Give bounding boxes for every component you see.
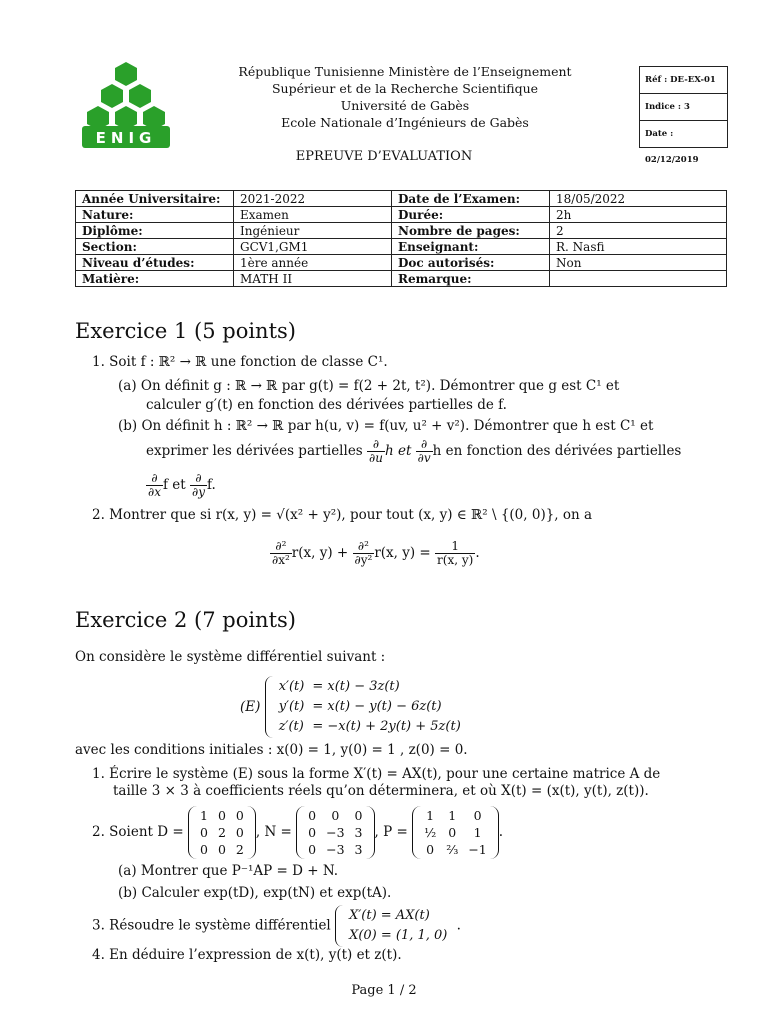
- ex1-q1a-line2: calculer g′(t) en fonction des dérivées partielles de f.: [146, 397, 507, 413]
- denominator: ∂u: [369, 451, 383, 465]
- text-fragment: 3. Résoudre le système différentiel: [92, 917, 331, 934]
- info-value: 18/05/2022: [550, 191, 727, 207]
- text-fragment: .: [498, 824, 504, 840]
- differential-system: [240, 676, 466, 738]
- text-fragment: r(x, y) +: [291, 545, 349, 561]
- ref-line: Réf : DE-EX-01: [640, 67, 727, 94]
- system-brace: [265, 676, 466, 738]
- initial-conditions: avec les conditions initiales : x(0) = 1, y(0) = 1 , z(0) = 0.: [75, 742, 468, 758]
- ex1-q1a-line1: (a) On définit g : ℝ → ℝ par g(t) = f(2 + 2t, t²). Démontrer que g est C¹ et: [118, 378, 620, 394]
- matrix-cell: 0: [308, 808, 317, 823]
- info-label: Remarque:: [392, 271, 550, 287]
- text-fragment: h et: [384, 443, 412, 459]
- ex2-q1-line2: taille 3 × 3 à coefficients réels qu’on déterminera, et où X(t) = (x(t), y(t), z(t)).: [113, 783, 649, 799]
- text-fragment: .: [456, 917, 461, 934]
- denominator: ∂x²: [272, 553, 290, 567]
- partial-y-fraction: [190, 472, 207, 499]
- matrix-cell: −1: [468, 842, 487, 857]
- matrix-cell: 0: [235, 808, 244, 823]
- info-label: Durée:: [392, 207, 550, 223]
- table-row: [76, 223, 727, 239]
- institution-line: Ecole Nationale d’Ingénieurs de Gabès: [281, 115, 529, 130]
- matrix-cell: 0: [200, 825, 208, 840]
- numerator: ∂²: [353, 540, 375, 554]
- table-row: [76, 239, 727, 255]
- numerator: ∂: [367, 438, 385, 452]
- table-row: [76, 255, 727, 271]
- info-label: Nombre de pages:: [392, 223, 550, 239]
- table-row: [276, 698, 464, 716]
- equation: X′(t) = AX(t): [349, 908, 430, 923]
- institution-line: République Tunisienne Ministère de l’Enseignement: [238, 64, 572, 79]
- ex2-q1-line1: 1. Écrire le système (E) sous la forme X′(t) = AX(t), pour une certaine matrice A de: [92, 766, 661, 782]
- matrix-cell: 0: [200, 842, 208, 857]
- info-value: MATH II: [234, 271, 392, 287]
- matrix-cell: 1: [426, 808, 435, 823]
- second-partial-y: [353, 540, 375, 567]
- info-value: 2021-2022: [234, 191, 392, 207]
- text-fragment: , P =: [374, 824, 408, 840]
- info-label: Matière:: [76, 271, 234, 287]
- info-value: Examen: [234, 207, 392, 223]
- numerator: ∂²: [270, 540, 292, 554]
- cauchy-table: [344, 905, 452, 947]
- ex1-q1b-line3: [146, 468, 216, 502]
- info-value: GCV1,GM1: [234, 239, 392, 255]
- ex2-q4: 4. En déduire l’expression de x(t), y(t) et z(t).: [92, 947, 402, 963]
- text-fragment: f et: [162, 477, 186, 493]
- numerator: 1: [435, 540, 475, 554]
- matrix-P: [412, 806, 499, 859]
- ex2-q3: [92, 905, 461, 947]
- matrix-cell: ½: [424, 825, 437, 840]
- date-line: Date : 02/12/2019: [645, 129, 699, 165]
- info-label: Niveau d’études:: [76, 255, 234, 271]
- matrix-cell: 0: [235, 825, 244, 840]
- rhs: = x(t) − y(t) − 6z(t): [312, 699, 442, 714]
- info-value: 1ère année: [234, 255, 392, 271]
- matrix-cell: 2: [235, 842, 244, 857]
- matrix-cell: 0: [331, 808, 340, 823]
- info-value: R. Nasfi: [550, 239, 727, 255]
- institution-line: Supérieur et de la Recherche Scientifique: [271, 81, 539, 96]
- ex2-q2b: (b) Calculer exp(tD), exp(tN) et exp(tA).: [118, 885, 392, 901]
- institution-line: Université de Gabès: [340, 98, 470, 113]
- second-partial-x: [270, 540, 292, 567]
- enig-logo: [80, 60, 172, 150]
- denominator: r(x, y): [437, 553, 474, 567]
- text-fragment: exprimer les dérivées partielles: [146, 443, 363, 459]
- ex2-q2-matrices: [92, 804, 503, 860]
- matrix-cell: 1: [448, 808, 457, 823]
- denominator: ∂v: [417, 451, 431, 465]
- matrix-cell: 0: [354, 808, 363, 823]
- denominator: ∂x: [148, 485, 161, 499]
- info-label: Diplôme:: [76, 223, 234, 239]
- partial-v-fraction: [416, 438, 433, 465]
- document-title: EPREUVE D’EVALUATION: [295, 149, 473, 164]
- matrix-D: [188, 806, 256, 859]
- matrix-cell: 3: [354, 825, 363, 840]
- info-value: 2: [550, 223, 727, 239]
- info-label: Nature:: [76, 207, 234, 223]
- page-number: Page 1 / 2: [351, 983, 417, 998]
- table-row: [346, 907, 450, 925]
- matrix-cell: 2: [217, 825, 226, 840]
- info-label: Enseignant:: [392, 239, 550, 255]
- rhs: = −x(t) + 2y(t) + 5z(t): [312, 719, 461, 734]
- table-row: [76, 191, 727, 207]
- lhs: x′(t): [278, 679, 305, 694]
- table-row: [346, 927, 450, 945]
- ex1-q1b-line1: (b) On définit h : ℝ² → ℝ par h(u, v) = f(uv, u² + v²). Démontrer que h est C¹ et: [118, 418, 654, 434]
- reference-box: [639, 66, 728, 165]
- text-fragment: f.: [206, 477, 216, 493]
- exercise-1-title: Exercice 1 (5 points): [75, 319, 296, 343]
- logo-text: ENIG: [95, 129, 157, 147]
- text-fragment: , N =: [255, 824, 292, 840]
- matrix-cell: 0: [448, 825, 457, 840]
- info-label: Doc autorisés:: [392, 255, 550, 271]
- exam-info-table: [75, 190, 727, 287]
- system-label: (E): [240, 699, 261, 715]
- text-fragment: r(x, y) =: [374, 545, 431, 561]
- matrix-cell: 0: [473, 808, 482, 823]
- text-fragment: h en fonction des dérivées partielles: [432, 443, 682, 459]
- partial-x-fraction: [146, 472, 163, 499]
- matrix-cell: 0: [426, 842, 435, 857]
- institution-header: [190, 63, 620, 131]
- matrix-cell: −3: [326, 825, 345, 840]
- denominator: ∂y²: [354, 553, 373, 567]
- ex2-intro: On considère le système différentiel suivant :: [75, 649, 386, 665]
- partial-u-fraction: [367, 438, 385, 465]
- lhs: y′(t): [278, 699, 305, 714]
- cauchy-problem-brace: [335, 905, 452, 947]
- matrix-cell: 1: [473, 825, 482, 840]
- info-value: Non: [550, 255, 727, 271]
- table-row: [276, 678, 464, 696]
- info-label: Date de l’Examen:: [392, 191, 550, 207]
- ex1-q1b-line2: [146, 434, 681, 468]
- info-value: Ingénieur: [234, 223, 392, 239]
- matrix-N: [296, 806, 374, 859]
- matrix-cell: 0: [308, 825, 317, 840]
- reciprocal-r: [435, 540, 475, 567]
- index-line: Indice : 3: [640, 94, 727, 121]
- matrix-cell: 0: [217, 842, 226, 857]
- equation: X(0) = (1, 1, 0): [349, 928, 448, 943]
- numerator: ∂: [416, 438, 433, 452]
- matrix-cell: −3: [326, 842, 345, 857]
- matrix-cell: ⅔: [446, 842, 459, 857]
- table-row: [76, 207, 727, 223]
- rhs: = x(t) − 3z(t): [312, 679, 400, 694]
- system-table: [274, 676, 466, 738]
- laplacian-equation: $\frac{\text{∂²}}{\text{∂x²}}$ r(x, y) + $\frac{\text{∂²}}{\text{∂y²}}$ r(x, y) = $\frac{1}{r(x, y)}$ .: [272, 539, 480, 567]
- exercise-2-title: Exercice 2 (7 points): [75, 608, 296, 632]
- table-row: [276, 718, 464, 736]
- info-value: [550, 271, 727, 287]
- matrix-cell: 3: [354, 842, 363, 857]
- numerator: ∂: [146, 472, 163, 486]
- table-row: [76, 271, 727, 287]
- lhs: z′(t): [278, 719, 304, 734]
- ex2-q2a: (a) Montrer que P⁻¹AP = D + N.: [118, 863, 339, 879]
- ex1-q1: 1. Soit f : ℝ² → ℝ une fonction de classe C¹.: [92, 354, 388, 370]
- info-label: Section:: [76, 239, 234, 255]
- ex1-q2-line1: 2. Montrer que si r(x, y) = √(x² + y²), pour tout (x, y) ∈ ℝ² \ {(0, 0)}, on a: [92, 507, 593, 523]
- numerator: ∂: [190, 472, 207, 486]
- info-label: Année Universitaire:: [76, 191, 234, 207]
- info-value: 2h: [550, 207, 727, 223]
- matrix-cell: 0: [217, 808, 226, 823]
- text-fragment: 2. Soient D =: [92, 824, 184, 840]
- matrix-cell: 1: [200, 808, 208, 823]
- matrix-cell: 0: [308, 842, 317, 857]
- denominator: ∂y: [191, 485, 205, 499]
